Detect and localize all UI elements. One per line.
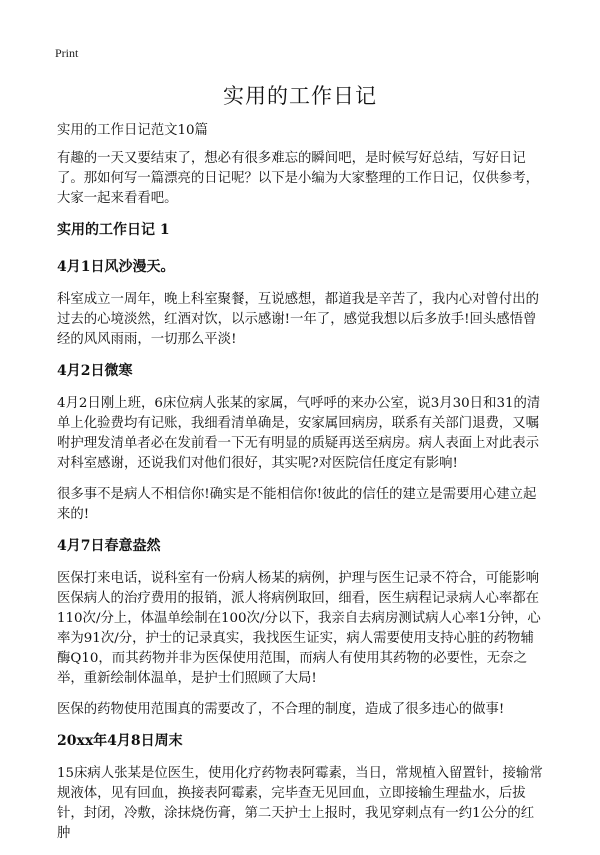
- entry-paragraph: 4月2日刚上班，6床位病人张某的家属，气呼呼的来办公室，说3月30日和31的清单上化验费均有记账，我细看清单确是，安家属回病房，联系有关部门退费，又嘱咐护理发清单者必在发前看一下无有明显的质疑再送至病房。病人表面上对此表示对科室感谢，还说我们对他们很好，其实呢?对医院信任度定有影响!: [57, 396, 541, 471]
- entry-paragraph: 医保的药物使用范围真的需要改了，不合理的制度，造成了很多违心的做事!: [57, 702, 505, 717]
- document-body: [57, 121, 547, 855]
- document-title: 实用的工作日记: [223, 84, 377, 108]
- entry-paragraph: 15床病人张某是位医生，使用化疗药物表阿霉素，当日，常规植入留置针，接输常规液体，见有回血，换接表阿霉素，完毕查无见回血，立即接输生理盐水，后拔针，封闭，冷敷，涂抹烧伤膏，第二天护士上报时，我见穿刺点有一约1公分的红肿: [57, 766, 543, 841]
- intro-paragraph: 有趣的一天又要结束了，想必有很多难忘的瞬间吧，是时候写好总结，写好日记了。那如何写一篇漂亮的日记呢？以下是小编为大家整理的工作日记，仅供参考，大家一起来看看吧。: [57, 151, 540, 206]
- section-heading: 实用的工作日记 1: [57, 222, 170, 238]
- entry-heading: 20xx年4月8日周末: [57, 733, 183, 749]
- print-label: Print: [55, 46, 79, 60]
- entry-paragraph: 很多事不是病人不相信你!确实是不能相信你!彼此的信任的建立是需要用心建立起来的!: [57, 487, 537, 522]
- entry-heading: 4月1日风沙漫天。: [57, 259, 175, 275]
- entry-heading: 4月7日春意盎然: [57, 538, 161, 554]
- document-subtitle: 实用的工作日记范文10篇: [57, 123, 208, 138]
- entry-paragraph: 医保打来电话，说科室有一份病人杨某的病例，护理与医生记录不符合，可能影响医保病人的治疗费用的报销，派人将病例取回，细看，医生病程记录病人心率都在110次/分上，体温单绘制在100次/分以下，我亲自去病房测试病人心率1分钟，心率为91次/分，护士的记录真实，我找医生证实，病人需要使用支持心脏的药物辅酶Q10，而其药物并非为医保使用范围，而病人有使用其药物的必要性，无奈之举，重新绘制体温单，是护士们照顾了大局!: [57, 571, 541, 686]
- entry-paragraph: 科室成立一周年，晚上科室聚餐，互说感想，都道我是辛苦了，我内心对曾付出的过去的心境淡然，红酒对饮，以示感谢!一年了，感觉我想以后多放手!回头感悟曾经的风风雨雨，一切那么平淡!: [57, 292, 540, 347]
- entry-heading: 4月2日微寒: [57, 363, 133, 379]
